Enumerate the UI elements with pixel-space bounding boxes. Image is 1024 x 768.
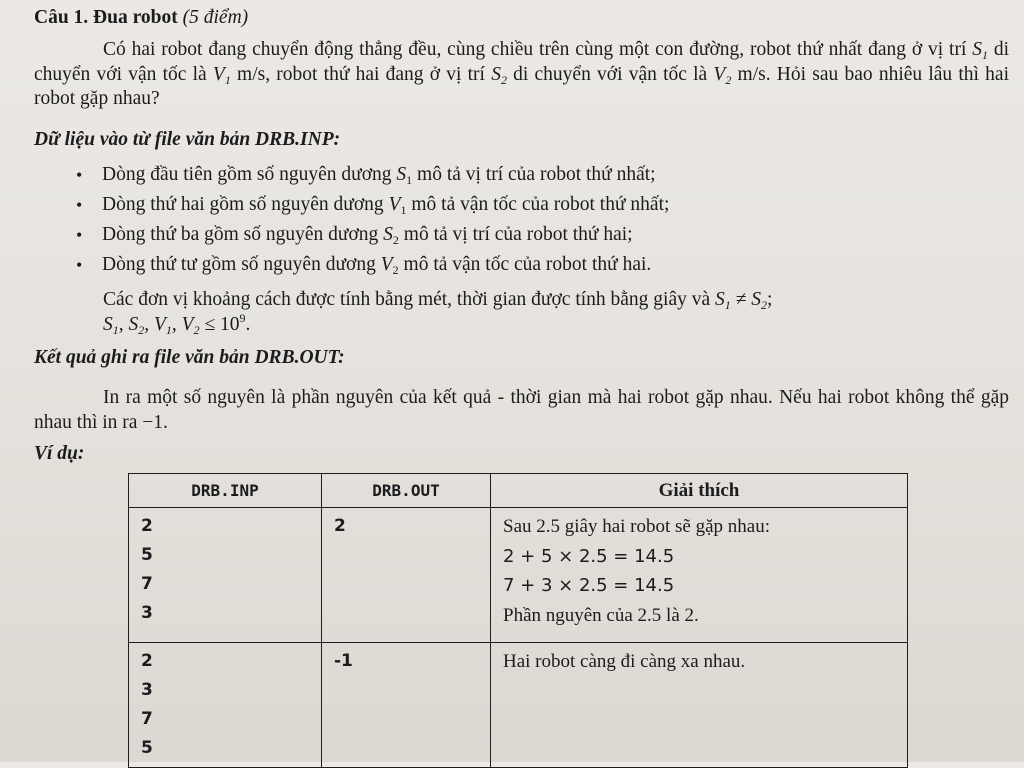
output-section-heading: Kết quả ghi ra file văn bản DRB.OUT:: [34, 347, 345, 368]
input-section-heading: Dữ liệu vào từ file văn bản DRB.INP:: [34, 129, 341, 150]
example-table: [128, 473, 908, 768]
units-constraints: Các đơn vị khoảng cách được tính bằng mét, thời gian được tính bằng giây và $S_1 \ne S_2$; $S_1$, $S_2$, $V_1$, $V_2 \le 10^9$.: [103, 289, 773, 337]
table-row: [129, 508, 908, 643]
problem-title: [34, 6, 248, 30]
table-row: [129, 643, 908, 768]
input-bullet-4: • Dòng thứ tư gồm số nguyên dương $V_2$ mô tả vận tốc của robot thứ hai.: [102, 253, 651, 277]
input-bullet-3: • Dòng thứ ba gồm số nguyên dương $S_2$ mô tả vị trí của robot thứ hai;: [102, 223, 633, 247]
output-cell: -1: [322, 643, 491, 768]
header-explanation: Giải thích: [491, 474, 908, 508]
explanation-cell: Hai robot càng đi càng xa nhau.: [491, 643, 908, 768]
input-bullet-1: • Dòng đầu tiên gồm số nguyên dương $S_1$ mô tả vị trí của robot thứ nhất;: [102, 163, 656, 187]
title-points: (5 điểm): [182, 7, 249, 28]
header-drb-out: DRB.OUT: [322, 474, 491, 508]
output-cell: 2: [322, 508, 491, 643]
title-text: Câu 1. Đua robot: [34, 7, 178, 28]
input-cell: 2 3 7 5: [129, 643, 322, 768]
explanation-cell: Sau 2.5 giây hai robot sẽ gặp nhau: 2 + 5 × 2.5 = 14.5 7 + 3 × 2.5 = 14.5 Phần nguyên của 2.5 là 2.: [491, 508, 908, 643]
input-cell: 2 5 7 3: [129, 508, 322, 643]
problem-statement: Có hai robot đang chuyển động thẳng đều, cùng chiều trên cùng một con đường, robot thứ nhất đang ở vị trí $S_1$ di chuyển với vận tốc là $V_1$ m/s, robot thứ hai đang ở vị trí $S_2$ di chuyển với vận tốc là $V_2$ m/s. Hỏi sau bao nhiêu lâu thì hai robot gặp nhau?: [34, 39, 1010, 109]
input-bullet-2: • Dòng thứ hai gồm số nguyên dương $V_1$ mô tả vận tốc của robot thứ nhất;: [102, 193, 669, 217]
header-drb-inp: DRB.INP: [129, 474, 322, 508]
table-header-row: [129, 474, 908, 508]
example-label: Ví dụ:: [34, 443, 85, 464]
output-description: In ra một số nguyên là phần nguyên của kết quả - thời gian mà hai robot gặp nhau. Nếu hai robot không thể gặp nhau thì in ra −1.: [34, 387, 1009, 433]
